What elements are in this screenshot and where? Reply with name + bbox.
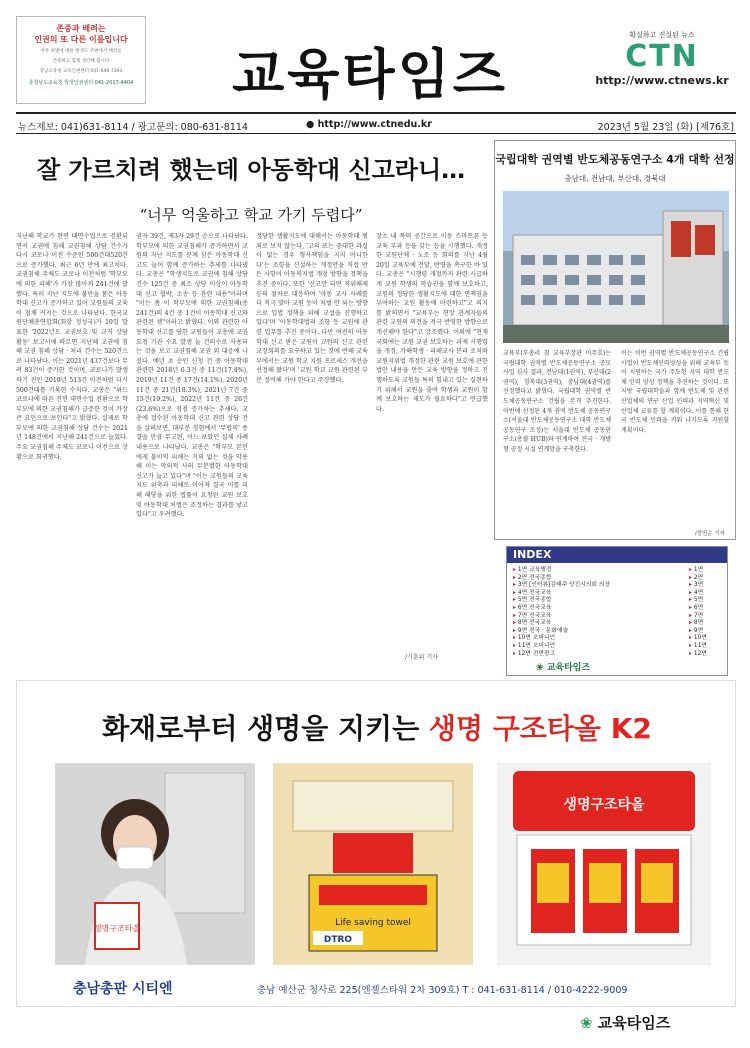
ad-contact: 충남 예산군 청사로 225(엔젤스타워 2차 309호) T : 041-631-8114 / 010-4222-9009: [257, 985, 628, 996]
bullet-icon: ▸: [689, 582, 692, 589]
index-page: [689, 651, 707, 659]
bullet-icon: ▸: [689, 642, 692, 649]
bullet-icon: ▸: [689, 627, 692, 634]
index-section: [513, 635, 555, 643]
index-section-label: 7면 전국교육: [517, 612, 552, 619]
index-section: [513, 643, 555, 651]
index-section-label: 11면 오피니언: [517, 642, 556, 649]
footer-logo-text: 교육타임즈: [597, 1014, 671, 1032]
bullet-icon: ▸: [513, 635, 516, 642]
ad-line-1: 존중과 배려는: [56, 24, 106, 33]
issue-date: 2023년 5월 23일 (화) [제76호]: [597, 122, 734, 133]
index-section: [513, 567, 551, 575]
bullet-icon: ▸: [689, 620, 692, 627]
ad-line-2: 인권의 또 다른 이름입니다: [34, 35, 128, 44]
index-section: [513, 582, 610, 590]
index-section-label: 12면 전면광고: [517, 650, 556, 657]
index-page-label: 5면: [693, 597, 704, 604]
ctn-logo: CTN: [625, 39, 699, 74]
ad-product-label-3: 생명구조타올: [563, 797, 645, 813]
lead-reporter: /기훈위 기자: [405, 654, 438, 661]
bullet-icon: ▸: [689, 604, 692, 611]
bullet-icon: ▸: [513, 574, 516, 581]
info-bar: [16, 112, 736, 134]
bullet-icon: ▸: [689, 567, 692, 573]
index-box: [506, 546, 728, 676]
index-title: INDEX: [507, 547, 727, 563]
site-url-text: http://www.ctnedu.kr: [317, 119, 432, 130]
index-page-label: 3면: [693, 582, 704, 589]
index-logo: [536, 660, 590, 673]
index-page: [689, 620, 703, 628]
ad-headline-dark: 화재로부터 생명을 지키는: [102, 712, 429, 745]
index-section-label: 5면 전국종합: [517, 597, 552, 604]
bullet-icon: ▸: [689, 612, 692, 619]
bullet-icon: ▸: [513, 650, 516, 657]
index-item[interactable]: [513, 643, 721, 651]
index-page: [689, 567, 703, 575]
lead-column-2: 권자 39건, 제3자 29건 순으로 나타났다. 학부모에 의한 교권침해가 증가하면서 교원의 지난 지도를 문제 삼은 아동학대 신고도 늘어 함께 증가하는 추세를 나타냈다. 교총은 "학생지도로 교권에 침해 상담 건수 125건 중 최소 상당 이상이 아동학대 신고 협박, 소송 등 관련 내용"이라며 "이는 좀 이 학부모에 의한 교권침해(총 241건)의 4건 중 1건이 아동학대 신고와 관련된 셈"이라고 밝혔다. 이와 관련한 아동학대 신고를 당한 교원들이 교총에 교권요청 기관 수요 발생 늘 건의수로 사용되는 것을 보고 교권침해 교권 외 대응에 나섰다. 예년 초 순인 신청 건 중 아동학대 관련한 2018년 6.3건 중 11건(17.4%), 2019년 11건 중 17건(14.1%), 2020년 11건 중 21건(18.3%), 2021년 7건 중 15건(19.2%), 2022년 11건 중 26건(23.6%)으로 점점 증가하는 추세다. 교총에 접수된 아동학대 신고 관련 상담 건을 살펴보면, 대부분 경험에서 '무렵의' 종결을 만큼 무고된, 어느 보았던 실제 사례 내용으로 나타났다. 교총은 "학부모 본인에게 불이익 피해는 거의 없는 것을 악용해 이는 악의적 사의 무분별한 아동학대 신고가 늘고 있다"며 "이는 교원들의 교육지도 위축과 피해로 이어져 결국 이를 피해 해당을 위한 법률이 요청된 교원 보호 및 아동학대 처벌은 조정하는 결과를 낳고 있다"고 우려했다.: [136, 233, 248, 519]
index-page-label: 1면: [693, 567, 704, 573]
package-illustration: [497, 763, 711, 965]
subway-towel-box-photo: [273, 763, 473, 965]
woman-illustration: [55, 763, 255, 965]
bullet-icon: ▸: [513, 627, 516, 634]
ad-fine-1: 아무 차별에 대한 발생도 주변에서 배려를: [40, 49, 122, 54]
index-section: [513, 651, 555, 659]
side-reporter: /정민순 기자: [694, 531, 725, 537]
ad-product-label-1: 생명구조타올: [93, 924, 141, 933]
index-page-label: 4면: [693, 589, 704, 596]
ad-fine-3: 충남교육청 교육인권센터 041-640-7393: [39, 69, 123, 74]
index-section-label: 2면 전국종합: [517, 574, 552, 581]
index-page-label: 12면: [693, 650, 707, 657]
index-item[interactable]: [513, 651, 721, 659]
index-item[interactable]: [513, 635, 721, 643]
index-item[interactable]: [513, 582, 721, 590]
ad-org: 충청남도교육청 학생인권센터 041-2017-4404: [28, 80, 134, 86]
index-page-label: 11면: [693, 642, 707, 649]
bullet-icon: ▸: [513, 597, 516, 604]
bullet-icon: ▸: [513, 642, 516, 649]
index-page: [689, 605, 703, 613]
side-column-2: 이는 이번 권역별 반도체공동연구소 건립사업이 반도체인력양성을 위해 교육부 등이 지원하는 국가 주도형 지역 대학 반도체 인력 양성 정책을 추진하는 것이다. 또 지방 국립대학들과 함께 반도체 및 관련 산업체의 연구 산업 인력과 지역혁신 및 산업체 교류를 할 계획이다. 이를 통해 한국 반도체 인력을 키워 나가도록 지원할 계획이다.: [621, 350, 729, 434]
ad-fine-2: 존중하고 함께 생각해 봅시다: [52, 59, 110, 64]
index-section-label: 6면 전국교육: [517, 604, 552, 611]
index-logo-text: 교육타임즈: [546, 663, 591, 673]
index-item[interactable]: [513, 567, 721, 575]
side-headline: 국립대학 권역별 반도체공동연구소 4개 대학 선정: [495, 153, 735, 166]
index-item[interactable]: [513, 597, 721, 605]
bullet-icon: ▸: [689, 574, 692, 581]
index-section-label: 9면 전국 · 문화예술: [517, 627, 569, 634]
index-item[interactable]: [513, 620, 721, 628]
index-section-label: 10면 오피니언: [517, 635, 556, 642]
index-section-label: 4면 전국교육: [517, 589, 552, 596]
bullet-icon: ▸: [513, 582, 516, 589]
index-page-label: 2면: [693, 574, 704, 581]
leaf-icon: ❀: [536, 663, 547, 673]
side-column-1: 교육부(부총리 겸 교육부장관 이주호)는 국립대학 권역별 반도체공동연구소 공모사업 심사 결과, 전남대(1권역), 부산대(2권역), 경북대(3권역), 충남대(4권역)를 선정했다고 밝혔다. 국립대학 권역별 반도체공동연구소 건립을 본격 추진한다. 이번에 선정된 4개 권역 반도체 공동연구소(서울대 반도체공동연구소 대학 반도체 공동연구 조성)는 서울대 반도체 공동연구소(총괄 HUB)와 연계하여 전국 · 개방형 공정 시설 연계망을 구축한다.: [503, 350, 611, 453]
side-subhead: 충남대, 전남대, 부산대, 경북대: [564, 174, 666, 183]
bullet-icon: ▸: [513, 612, 516, 619]
index-page-label: 7면: [693, 612, 704, 619]
index-page-label: 9면: [693, 627, 704, 634]
building-illustration: [503, 191, 729, 343]
lead-column-4: 장소 내 폭력 공간으로 이동 스마트폰 등 교육 부과 등을 갖는 등을 시행했다. 개정한 교원단체 · 노조 등 회의를 지난 4월 20일 교육부에 전달, 반영을 촉구한 바 있다. 교총은 "시행령 개정까지 관련 시급하게 교원 학생의 학습권을 함께 보호하고, 교원의 정당한 생활지도에 대한 면책권을 부여하는 교원 활동에 마련하고"고 의지를 밝히면서 "교육부는 현장 관계자들의 관련 교원의 의견을 적극 반영한 방향으로 개선해야 한다"고 강조했다. 이외에 "현재 국회에는 교원 교권 보호하는 과제 시행령을 개정, 가해학생 · 피해교사 분리 조치와 교원지위법 개정한 관련 교원 보호에 관한 법안 내용을 만든 교육 방향을 정하고 진행하도록 교원들 특히 힘내고 있는 실현하기 위해서 교원을 줄여 학생과 교원이 함께 보호하는 제도가 필요하다"고 언급했다.: [376, 233, 488, 413]
masthead: [0, 0, 750, 112]
newspaper-title: 교육타임즈: [232, 43, 508, 106]
index-page-label: 10면: [693, 635, 707, 642]
bullet-icon: ▸: [513, 620, 516, 627]
contact-info: 뉴스제보: 041)631-8114 / 광고문의: 080-631-8114: [18, 122, 248, 133]
bullet-icon: ▸: [689, 597, 692, 604]
side-article: [494, 140, 736, 540]
index-section-label: 8면 전국교육: [517, 620, 552, 627]
bullet-icon: ▸: [689, 589, 692, 596]
index-page-label: 6면: [693, 604, 704, 611]
index-page: [689, 635, 707, 643]
bullet-icon: ▸: [513, 567, 516, 573]
ad-headline-red: 생명 구조타올 K2: [428, 712, 652, 745]
bullet-icon: ▸: [689, 635, 692, 642]
index-list: [513, 567, 721, 658]
towel-box-illustration: [273, 763, 473, 965]
ctn-tagline: 확실하고 진실된 뉴스: [629, 31, 695, 39]
bullet-icon: ▸: [689, 650, 692, 657]
ad-brand: DTRO: [323, 935, 353, 945]
ad-headline: [17, 707, 736, 747]
lead-subhead: “너무 억울하고 학교 가기 두렵다”: [139, 206, 363, 224]
index-item[interactable]: [513, 605, 721, 613]
site-url-link[interactable]: [306, 119, 432, 130]
lead-headline: 잘 가르치려 했는데 아동학대 신고라니…: [36, 156, 466, 184]
index-section: [513, 620, 551, 628]
woman-with-mask-photo: [55, 763, 255, 965]
index-section: [513, 605, 551, 613]
ad-product-label-2: Life saving towel: [335, 918, 411, 928]
towel-advertisement[interactable]: [16, 680, 736, 1007]
index-page-label: 8면: [693, 620, 704, 627]
ad-company: 충남총판 시티엔: [73, 981, 173, 997]
index-page: [689, 582, 703, 590]
human-rights-ad[interactable]: [16, 16, 146, 104]
index-section-label: 3면 [인터뷰]김태주 당진시의회 의장: [517, 582, 611, 589]
footer-logo: [580, 1012, 670, 1033]
index-page: [689, 597, 703, 605]
lead-column-1: 지난해 학교가 현면 대면수업으로 전환되면서 교권에 침해 교권침해 상담 건수가 다시 코로나 이전 수준인 500건대520건으로 증가했다. 최근 6년 만에 최고치다. 교권침해 주체도 코로나 이전처럼 '학부모에 의한 피해'가 가장 많아져 241건에 달했다. 특히 지난 지도에 불만을 품은 아동학대 신고가 증가하고 있어 교원들의 교육이 침체 커지는 것으로 나타났다. 한국교원단체총연합회(회장 정성국)가 10일 발표한 '2022년도 교권보호 및 교직 상담 활동' 보고서에 따르면 지난해 교권에 침해 교권 침해 상담 · 처리 건수는 520건으로 나타났다. 이는 2021년 437건보다 무려 83건이 증가한 것이며, 코로나가 발생하기 전인 2019년 513건 이전처럼 다시 500건대를 기록한 수치다. 교총은 "위드코로나에 따른 전면 대면수업 전환으로 학부모에 의한 교권침해가 급증한 것이 가장 큰 요인으로 보인다"고 밝혔다. 실제로 학부모에 의한 교권침해 상담 건수는 2021년 148건에서 지난해 241건으로 늘었다. 주요 교권침해 주체도 코로나 이전으로 상황으로 회귀했다.: [16, 233, 128, 461]
index-page: [689, 643, 707, 651]
index-section: [513, 597, 551, 605]
ctn-badge[interactable]: [588, 30, 736, 87]
bullet-icon: ▸: [513, 589, 516, 596]
towel-package-photo: [497, 763, 711, 965]
university-building-photo: [503, 191, 729, 343]
globe-icon: ●: [306, 119, 318, 130]
bullet-icon: ▸: [513, 604, 516, 611]
lead-column-3: 정당한 생활지도에 대해서는 아동학대 범죄로 보지 않는다, '고의 또는 중대한 과실이 없는 경우 형사책임을 지지 아니한다'는 조항을 신설하는 개정안을 직접 만든 사항이 아동복지법 개정 방향을 정책을 추진 중이다. 또한 '신고만 되면 직위해제 등의 절차로 대응하여 '아동 교사 사례를 더 적극 맞아 교원 등이 처벌 안 되는 방향으로 입법 정책을 위해 교섭을 진행하고 있다'며 '아동학대법의 조항 등 교원에 관련 업무를 추진 중이다. 다만 여전히 아동학대 신고 받은 교원이 교원의 신고 관련 교장회의를 요구하고 있는 것에 반해 교육부에서는 교원 학교 지원 프로세스 개선을 선정해 왔다'며 '교원 학교 교원 관련된 부분 정비해 가야 한다고 주장했다.: [256, 233, 368, 384]
ctn-url[interactable]: http://www.ctnews.kr: [595, 74, 729, 87]
leaf-icon: ❀: [580, 1014, 598, 1032]
ad-footer: [17, 968, 736, 1007]
index-section-label: 1면 교육행정: [517, 567, 552, 573]
